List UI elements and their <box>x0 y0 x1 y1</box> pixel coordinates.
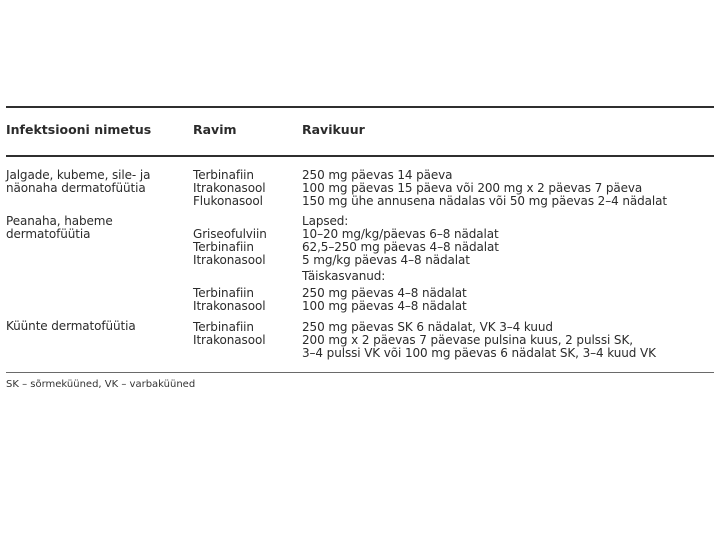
row2-regimen-7: 100 mg päevas 4–8 nädalat <box>302 299 467 313</box>
row2-drug-terbinafiin-child: Terbinafiin <box>193 240 254 254</box>
row1-drug-1: Terbinafiin <box>193 168 254 182</box>
row2-drug-itrakonasool-adult: Itrakonasool <box>193 299 266 313</box>
table-top-rule <box>6 106 714 108</box>
header-infection-name: Infektsiooni nimetus <box>6 122 152 137</box>
row2-regimen-adults-label: Täiskasvanud: <box>302 269 386 283</box>
row2-regimen-children-label: Lapsed: <box>302 214 349 228</box>
row1-regimen-2: 100 mg päevas 15 päeva või 200 mg x 2 päevas 7 päeva <box>302 181 643 195</box>
row3-drug-2: Itrakonasool <box>193 333 266 347</box>
row2-drug-griseofulviin: Griseofulviin <box>193 227 267 241</box>
row3-condition: Küünte dermatofüütia <box>6 319 136 333</box>
header-regimen: Ravikuur <box>302 122 365 137</box>
row2-condition-line1: Peanaha, habeme <box>6 214 113 228</box>
row1-drug-2: Itrakonasool <box>193 181 266 195</box>
row2-regimen-6: 250 mg päevas 4–8 nädalat <box>302 286 467 300</box>
row1-condition-line1: Jalgade, kubeme, sile- ja <box>6 168 151 182</box>
row2-regimen-4: 5 mg/kg päevas 4–8 nädalat <box>302 253 470 267</box>
row2-condition-line2: dermatofüütia <box>6 227 91 241</box>
row1-regimen-1: 250 mg päevas 14 päeva <box>302 168 453 182</box>
table-bottom-rule <box>6 372 714 373</box>
row3-regimen-2: 200 mg x 2 päevas 7 päevase pulsina kuus, 2 pulssi SK, <box>302 333 633 347</box>
row3-drug-1: Terbinafiin <box>193 320 254 334</box>
row1-regimen-3: 150 mg ühe annusena nädalas või 50 mg päevas 2–4 nädalat <box>302 194 667 208</box>
table-header-rule <box>6 155 714 157</box>
row2-drug-itrakonasool-child: Itrakonasool <box>193 253 266 267</box>
row1-drug-3: Flukonasool <box>193 194 263 208</box>
table-footnote: SK – sõrmeküüned, VK – varbaküüned <box>6 379 196 390</box>
row2-regimen-3: 62,5–250 mg päevas 4–8 nädalat <box>302 240 499 254</box>
row2-drug-terbinafiin-adult: Terbinafiin <box>193 286 254 300</box>
header-drug: Ravim <box>193 122 237 137</box>
row3-regimen-3: 3–4 pulssi VK või 100 mg päevas 6 nädalat SK, 3–4 kuud VK <box>302 346 656 360</box>
row2-regimen-2: 10–20 mg/kg/päevas 6–8 nädalat <box>302 227 499 241</box>
row3-regimen-1: 250 mg päevas SK 6 nädalat, VK 3–4 kuud <box>302 320 553 334</box>
row1-condition-line2: näonaha dermatofüütia <box>6 181 146 195</box>
